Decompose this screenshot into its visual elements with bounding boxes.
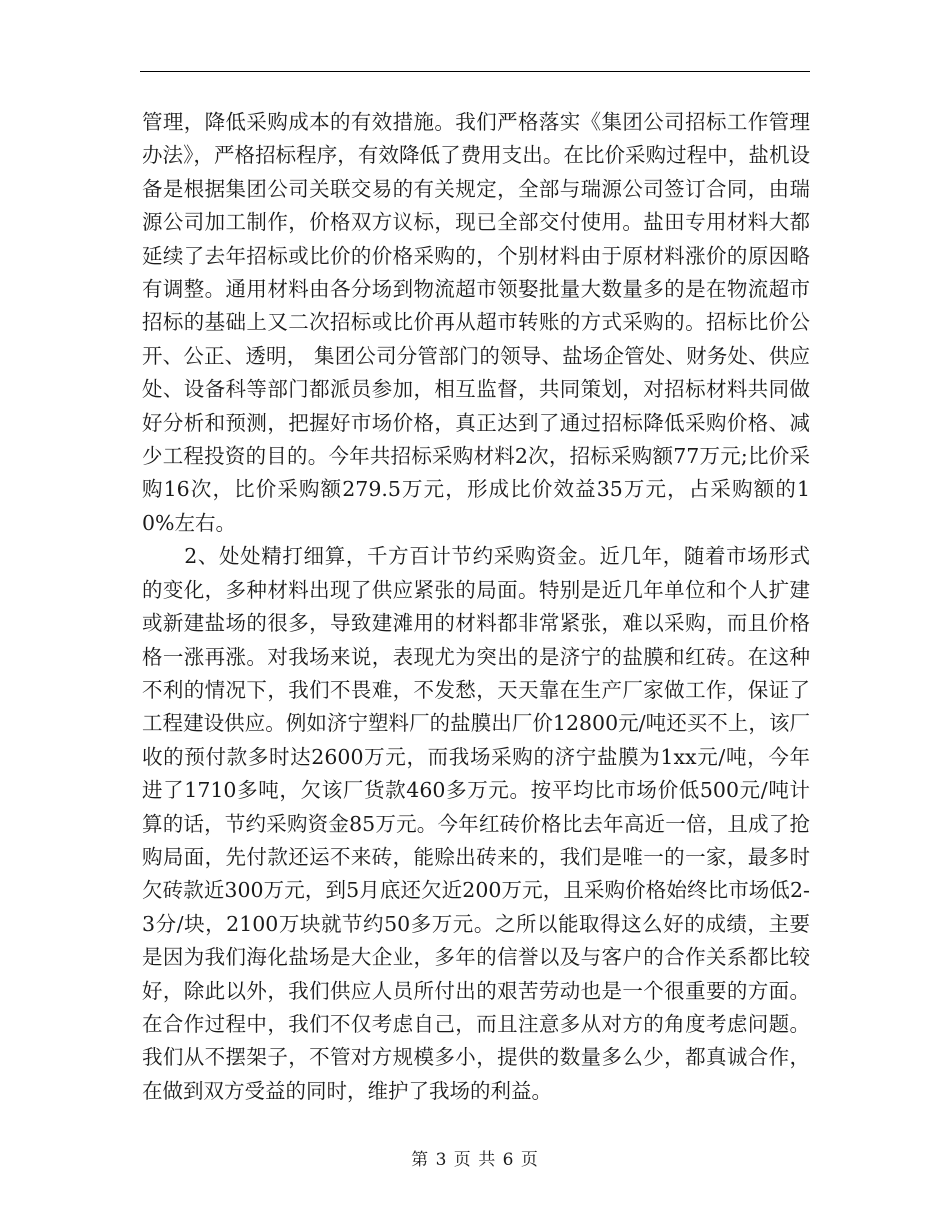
header-rule xyxy=(140,71,810,72)
body-text: 管理，降低采购成本的有效措施。我们严格落实《集团公司招标工作管理办法》，严格招标程序，有效降低了费用支出。在比价采购过程中，盐机设备是根据集团公司关联交易的有关规定，全部与瑞源公司签订合同，由瑞源公司加工制作，价格双方议标，现已全部交付使用。盐田专用材料大都延续了去年招标或比价的价格采购的，个别材料由于原材料涨价的原因略有调整。通用材料由各分场到物流超市领娶批量大数量多的是在物流超市招标的基础上又二次招标或比价再从超市转账的方式采购的。招标比价公开、公正、透明， 集团公司分管部门的领导、盐场企管处、财务处、供应处、设备科等部门都派员参加，相互监督，共同策划，对招标材料共同做好分析和预测，把握好市场价格，真正达到了通过招标降低采购价格、减少工程投资的目的。今年共招标采购材料2次，招标采购额77万元;比价采购16次，比价采购额279.5万元，形成比价效益35万元，占采购额的10%左右。 2、处处精打细算，千方百计节约采购资金。近几年，随着市场形式的变化，多种材料出现了供应紧张的局面。特别是近几年单位和个人扩建或新建盐场的很多，导致建滩用的材料都非常紧张，难以采购，而且价格格一涨再涨。对我场来说，表现尤为突出的是济宁的盐膜和红砖。在这种不利的情况下，我们不畏难，不发愁，天天靠在生产厂家做工作，保证了工程建设供应。例如济宁塑料厂的盐膜出厂价12800元/吨还买不上，该厂收的预付款多时达2600万元，而我场采购的济宁盐膜为1xx元/吨，今年进了1710多吨，欠该厂货款460多万元。按平均比市场价低500元/吨计算的话，节约采购资金85万元。今年红砖价格比去年高近一倍，且成了抢购局面，先付款还运不来砖，能赊出砖来的，我们是唯一的一家，最多时欠砖款近300万元，到5月底还欠近200万元，且采购价格始终比市场低2-3分/块，2100万块就节约50多万元。之所以能取得这么好的成绩，主要是因为我们海化盐场是大企业，多年的信誉以及与客户的合作关系都比较好，除此以外，我们供应人员所付出的艰苦劳动也是一个很重要的方面。在合作过程中，我们不仅考虑自己，而且注意多从对方的角度考虑问题。我们从不摆架子，不管对方规模多小，提供的数量多么少，都真诚合作，在做到双方受益的同时，维护了我场的利益。 xyxy=(142,110,810,1103)
page-number-footer: 第 3 页 共 6 页 xyxy=(411,1150,539,1170)
